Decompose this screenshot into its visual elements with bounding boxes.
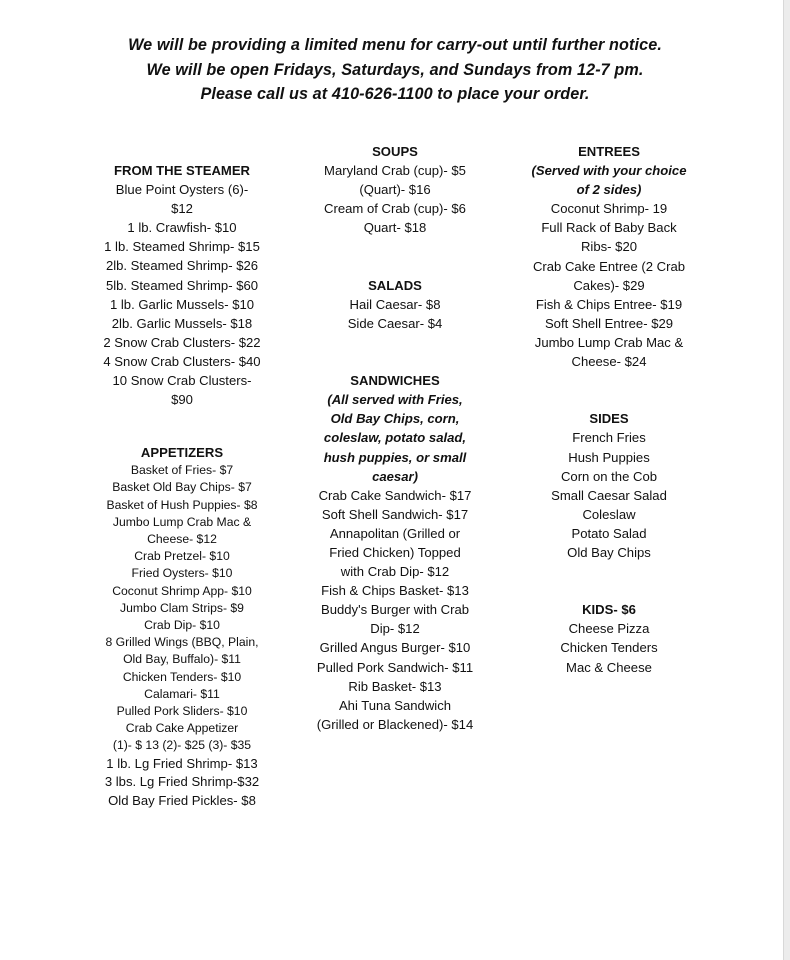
menu-item: Crab Pretzel- $10 <box>134 549 230 564</box>
menu-item: Old Bay, Buffalo)- $11 <box>123 652 241 667</box>
salads-items <box>292 295 498 333</box>
carryout-notice <box>0 33 790 107</box>
page-edge-shadow <box>784 0 790 960</box>
sides-items <box>508 428 710 562</box>
menu-item: Full Rack of Baby Back <box>541 220 677 236</box>
salads-heading: SALADS <box>368 277 422 293</box>
menu-item: Fried Chicken) Topped <box>329 544 461 560</box>
notice-line-limited-menu: We will be providing a limited menu for carry-out until further notice. <box>128 36 662 54</box>
menu-item: Chicken Tenders- $10 <box>122 669 242 684</box>
menu-item: Jumbo Lump Crab Mac & <box>112 514 252 529</box>
menu-item: 4 Snow Crab Clusters- $40 <box>103 353 261 369</box>
menu-item: Coleslaw <box>582 506 636 522</box>
soups-items <box>292 161 498 237</box>
menu-item: 2lb. Steamed Shrimp- $26 <box>105 258 259 274</box>
menu-item: Pulled Pork Sandwich- $11 <box>316 659 474 675</box>
menu-item: Blue Point Oysters (6)- <box>115 182 249 198</box>
menu-item: Buddy's Burger with Crab <box>320 602 470 618</box>
entrees-items <box>508 199 710 371</box>
menu-item: 1 lb. Steamed Shrimp- $15 <box>104 239 260 255</box>
menu-item: coleslaw, potato salad, <box>323 430 467 446</box>
menu-item: Hush Puppies <box>568 449 650 465</box>
kids-heading: KIDS- $6 <box>582 602 636 618</box>
menu-item: Mac & Cheese <box>566 659 652 675</box>
kids-items <box>508 619 710 676</box>
menu-item: of 2 sides) <box>576 182 642 198</box>
menu-item: with Crab Dip- $12 <box>340 564 450 580</box>
entrees-note <box>508 161 710 199</box>
menu-item: Quart- $18 <box>363 220 427 236</box>
menu-item: caesar) <box>372 468 418 484</box>
sandwiches-items <box>292 486 498 734</box>
menu-item: Corn on the Cob <box>560 468 658 484</box>
menu-item: (Grilled or Blackened)- $14 <box>316 716 474 732</box>
sandwiches-heading: SANDWICHES <box>350 373 440 389</box>
right-column <box>508 142 710 677</box>
appetizers-heading: APPETIZERS <box>140 445 224 461</box>
menu-item: Chicken Tenders <box>560 640 658 656</box>
menu-item: Basket of Hush Puppies- $8 <box>106 497 258 512</box>
appetizers-items <box>80 462 284 810</box>
menu-item: Soft Shell Sandwich- $17 <box>321 506 469 522</box>
menu-item: (All served with Fries, <box>327 392 463 408</box>
steamer-section <box>80 161 284 409</box>
menu-item: Dip- $12 <box>370 621 420 637</box>
menu-item: Crab Cake Appetizer <box>125 721 239 736</box>
notice-line-hours: We will be open Fridays, Saturdays, and Sundays from 12-7 pm. <box>146 60 644 79</box>
menu-item: Old Bay Fried Pickles- $8 <box>108 792 256 808</box>
menu-item: 1 lb. Crawfish- $10 <box>127 220 237 236</box>
menu-item: Soft Shell Entree- $29 <box>544 315 674 331</box>
menu-item: Crab Cake Sandwich- $17 <box>318 487 472 503</box>
salads-section <box>292 276 498 333</box>
menu-item: 10 Snow Crab Clusters- <box>112 373 252 389</box>
menu-item: Coconut Shrimp- 19 <box>550 201 668 217</box>
menu-item: $90 <box>171 392 193 408</box>
middle-column <box>292 142 498 734</box>
kids-section <box>508 600 710 676</box>
menu-item: Maryland Crab (cup)- $5 <box>324 163 466 179</box>
menu-item: Basket of Fries- $7 <box>130 463 234 478</box>
menu-item: Cheese- $24 <box>571 354 647 370</box>
menu-item: French Fries <box>572 430 646 446</box>
menu-item: 1 lb. Lg Fried Shrimp- $13 <box>106 755 258 771</box>
menu-item: Jumbo Lump Crab Mac & <box>534 334 684 350</box>
menu-item: Ribs- $20 <box>580 239 638 255</box>
sandwiches-note <box>292 390 498 485</box>
menu-item: Hail Caesar- $8 <box>349 296 441 312</box>
appetizers-section <box>80 443 284 810</box>
menu-item: Cakes)- $29 <box>573 277 645 293</box>
menu-item: Small Caesar Salad <box>551 487 667 503</box>
menu-item: 2 Snow Crab Clusters- $22 <box>103 334 261 350</box>
menu-item: Pulled Pork Sliders- $10 <box>116 704 248 719</box>
steamer-heading: FROM THE STEAMER <box>113 163 251 178</box>
steamer-items <box>80 180 284 409</box>
menu-item: Grilled Angus Burger- $10 <box>319 640 471 656</box>
menu-item: Fish & Chips Basket- $13 <box>321 583 469 599</box>
menu-item: 3 lbs. Lg Fried Shrimp-$32 <box>104 774 260 790</box>
menu-item: Side Caesar- $4 <box>347 315 443 331</box>
menu-item: Annapolitan (Grilled or <box>329 525 461 541</box>
entrees-section <box>508 142 710 371</box>
left-column <box>80 161 284 810</box>
menu-item: $12 <box>171 201 193 217</box>
menu-item: Coconut Shrimp App- $10 <box>112 583 252 598</box>
menu-item: 1 lb. Garlic Mussels- $10 <box>109 296 255 312</box>
menu-item: hush puppies, or small <box>323 449 467 465</box>
menu-item: Potato Salad <box>571 525 647 541</box>
menu-item: Rib Basket- $13 <box>348 678 442 694</box>
menu-item: Basket Old Bay Chips- $7 <box>112 480 252 495</box>
menu-item: Cream of Crab (cup)- $6 <box>324 201 466 217</box>
entrees-heading: ENTREES <box>578 144 640 159</box>
menu-item: Crab Dip- $10 <box>144 618 220 633</box>
menu-item: Ahi Tuna Sandwich <box>338 697 452 713</box>
menu-item: (1)- $ 13 (2)- $25 (3)- $35 <box>112 738 252 753</box>
menu-item: Old Bay Chips, corn, <box>330 411 460 427</box>
soups-heading: SOUPS <box>372 144 418 159</box>
sides-section <box>508 409 710 562</box>
menu-item: 8 Grilled Wings (BBQ, Plain, <box>105 635 259 650</box>
menu-item: 5lb. Steamed Shrimp- $60 <box>105 277 259 293</box>
menu-item: Cheese- $12 <box>147 532 217 547</box>
menu-item: Old Bay Chips <box>567 544 651 560</box>
menu-item: Cheese Pizza <box>568 621 650 637</box>
menu-item: Fried Oysters- $10 <box>131 566 233 581</box>
menu-item: Jumbo Clam Strips- $9 <box>120 600 244 615</box>
menu-item: (Served with your choice <box>531 163 687 179</box>
menu-item: Calamari- $11 <box>144 686 220 701</box>
menu-item: Fish & Chips Entree- $19 <box>535 296 683 312</box>
menu-item: Crab Cake Entree (2 Crab <box>532 258 686 274</box>
menu-item: (Quart)- $16 <box>359 182 431 198</box>
sandwiches-section <box>292 371 498 734</box>
menu-item: 2lb. Garlic Mussels- $18 <box>111 315 253 331</box>
soups-section <box>292 142 498 237</box>
sides-heading: SIDES <box>589 411 629 427</box>
notice-line-phone: Please call us at 410-626-1100 to place your order. <box>200 85 590 103</box>
